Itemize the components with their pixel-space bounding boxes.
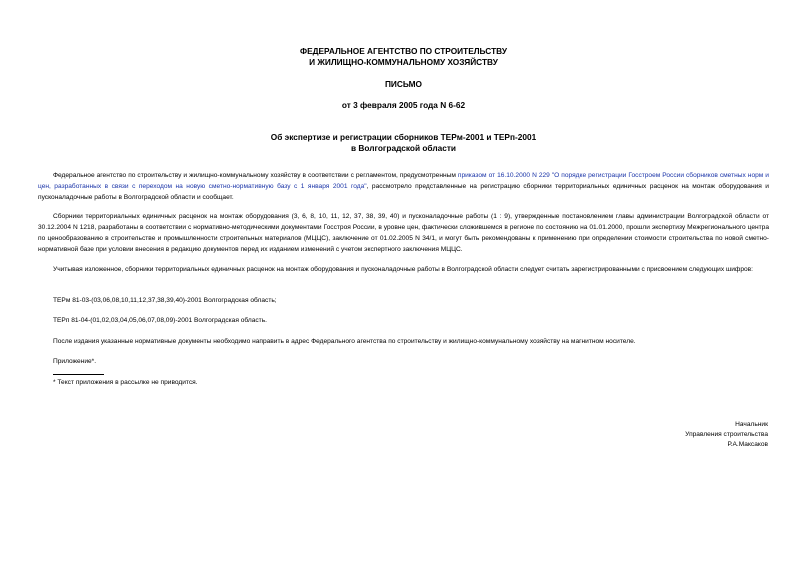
document-title-line1: Об экспертизе и регистрации сборников ТЕРм-2001 и ТЕРп-2001 <box>270 132 537 142</box>
document-title-line2: в Волгоградской области <box>350 143 457 153</box>
intro-text-end: , рассмотрело представленные на регистрацию сборники территориальных единичных расценок на монтаж оборудования и пусконаладочные работы в Волгоградской области и сообщает. <box>38 183 769 201</box>
signature-department: Управления строительства <box>685 431 768 438</box>
agency-name-line2: И ЖИЛИЩНО-КОММУНАЛЬНОМУ ХОЗЯЙСТВУ <box>309 57 498 67</box>
paragraph-intro <box>38 170 769 203</box>
agency-name-line1: ФЕДЕРАЛЬНОЕ АГЕНТСТВО ПО СТРОИТЕЛЬСТВУ <box>300 46 507 56</box>
paragraph-expertise: Сборники территориальных единичных расценок на монтаж оборудования (3, 6, 8, 10, 11, 12, 37, 38, 39, 40) и пусконаладочные работы (1 : 9), утвержденные постановлением главы администрации Волгоградской области от 30.12.2004 N 1218, разработаны в соответствии с нормативно-методическими документами Госстроя России, в уровне цен, фактически сложившемся в регионе по состоянию на 01.01.2000, прошли экспертизу Межрегионального центра по ценообразованию в строительстве и промышленности строительных материалов (МЦЦС), заключение от 01.02.2005 N 34/1, и могут быть рекомендованы к применению при определении стоимости строительства по новой сметно-нормативной базе при условии внесения в редакцию документов перед их изданием изменений с учетом экспертного заключения МЦЦС. <box>38 213 769 253</box>
signature-position: Начальник <box>735 421 768 428</box>
footnote-separator <box>53 374 104 375</box>
document-date-number: от 3 февраля 2005 года N 6-62 <box>341 100 466 110</box>
order-link[interactable]: приказом от 16.10.2000 N 229 "О порядке регистрации Госстроем России сборников сметных норм и цен, разработанных в связи с переходом на новую сметно-нормативную базу с 1 января 2001 года" <box>38 172 769 190</box>
footnote: * Текст приложения в рассылке не приводится. <box>53 379 198 386</box>
paragraph-registration: Учитывая изложенное, сборники территориальных единичных расценок на монтаж оборудования и пусконаладочные работы в Волгоградской области следует считать зарегистрированными с присвоением следующих шифров: <box>53 266 754 273</box>
code-terp: ТЕРп 81-04-(01,02,03,04,05,06,07,08,09)-2001 Волгоградская область. <box>53 317 267 324</box>
intro-text-start: Федеральное агентство по строительству и жилищно-коммунальному хозяйству в соответствии с регламентом, предусмотренным <box>53 172 458 179</box>
code-term: ТЕРм 81-03-(03,06,08,10,11,12,37,38,39,40)-2001 Волгоградская область; <box>53 297 277 304</box>
document-type: ПИСЬМО <box>384 79 423 89</box>
signature-name: Р.А.Максаков <box>727 441 768 448</box>
paragraph-submission: После издания указанные нормативные документы необходимо направить в адрес Федерального агентства по строительству и жилищно-коммунальному хозяйству на магнитном носителе. <box>53 338 636 345</box>
appendix-note: Приложение*. <box>53 358 97 365</box>
